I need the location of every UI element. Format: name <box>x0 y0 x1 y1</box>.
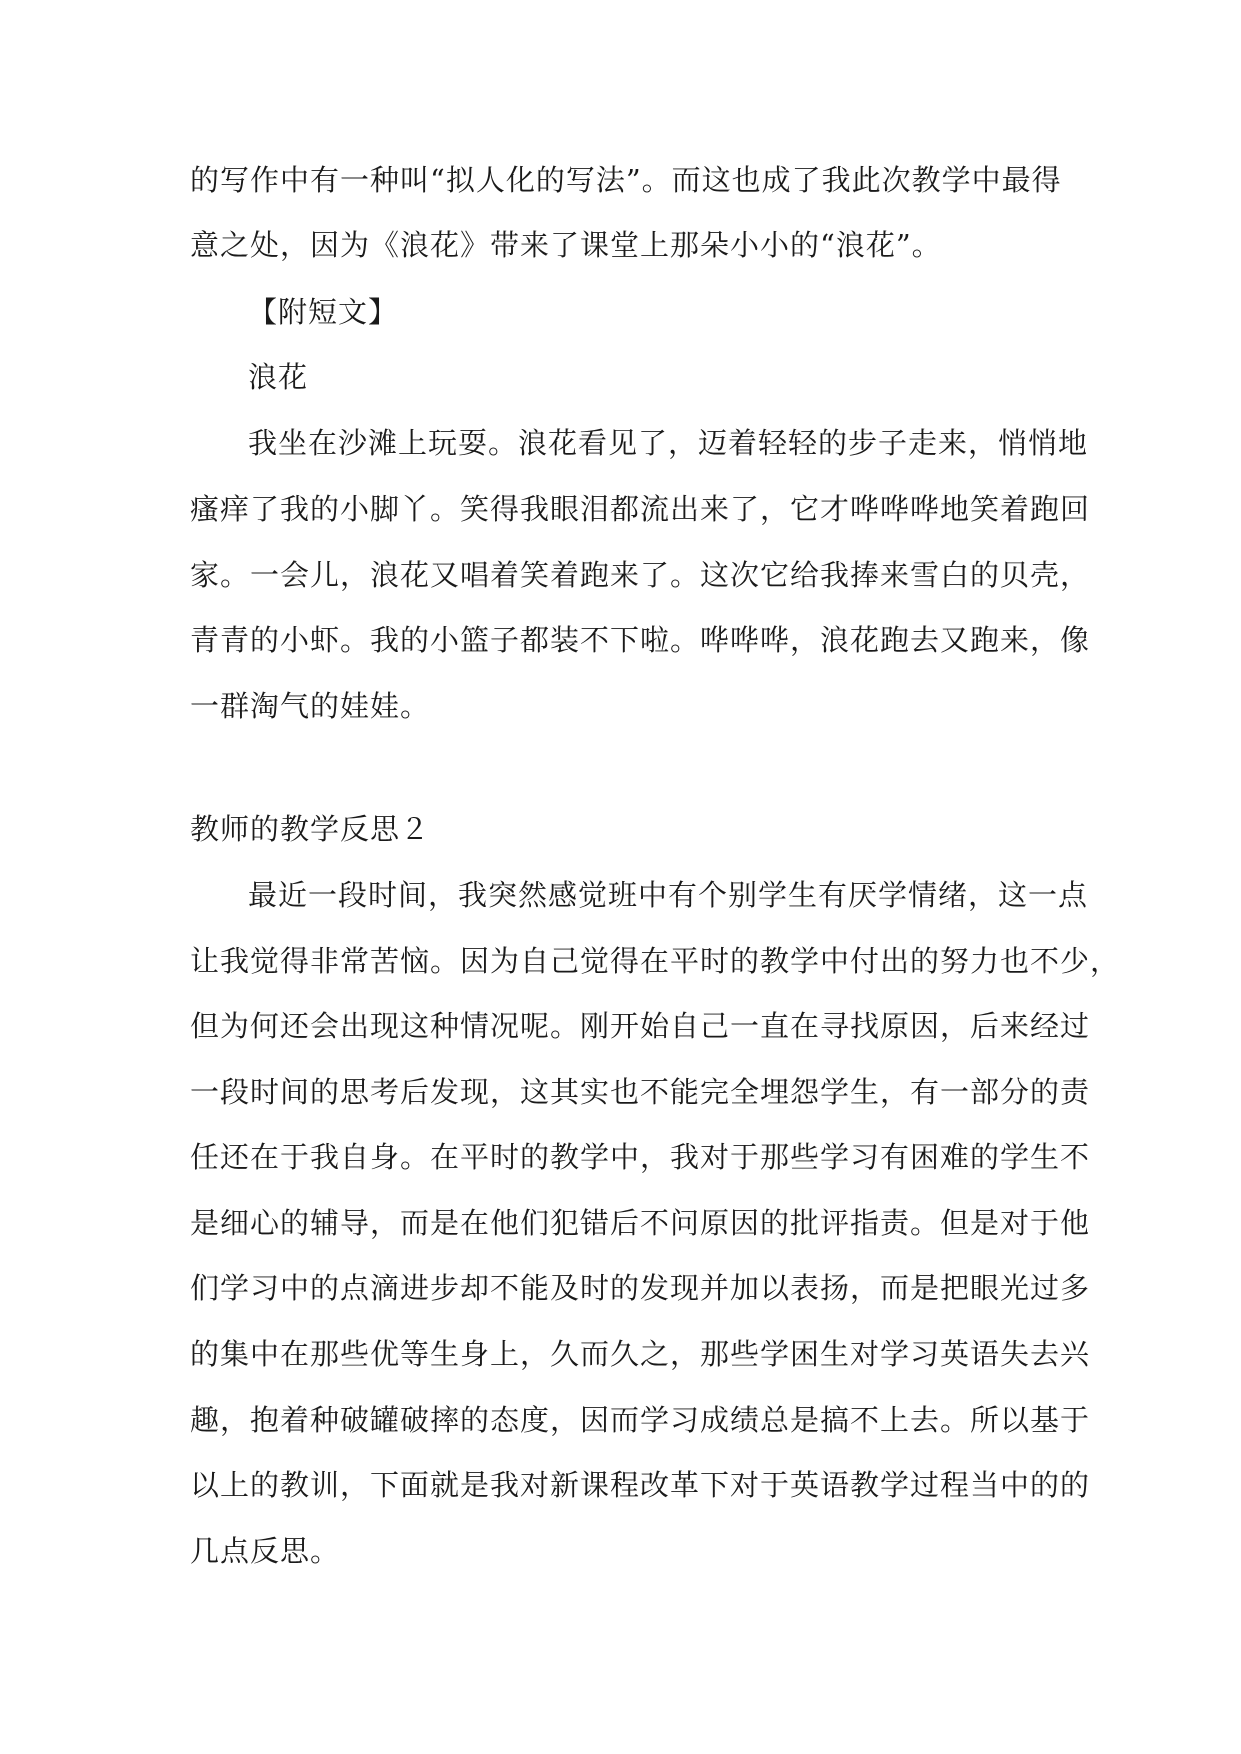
story-line: 家。一会儿，浪花又唱着笑着跑来了。这次它给我捧来雪白的贝壳， <box>190 558 1091 592</box>
section-heading: 教师的教学反思２ <box>190 812 431 846</box>
story-line: 瘙痒了我的小脚丫。笑得我眼泪都流出来了，它才哗哗哗地笑着跑回 <box>190 492 1091 526</box>
paragraph-line: 的集中在那些优等生身上，久而久之，那些学困生对学习英语失去兴 <box>190 1337 1091 1371</box>
story-title: 浪花 <box>248 360 309 394</box>
story-line: 青青的小虾。我的小篮子都装不下啦。哗哗哗，浪花跑去又跑来，像 <box>190 623 1091 657</box>
paragraph-line: 最近一段时间，我突然感觉班中有个别学生有厌学情绪，这一点 <box>248 878 1089 912</box>
appendix-label: 【附短文】 <box>248 295 399 329</box>
paragraph-line: 以上的教训，下面就是我对新课程改革下对于英语教学过程当中的的 <box>190 1468 1091 1502</box>
paragraph-line: 但为何还会出现这种情况呢。刚开始自己一直在寻找原因，后来经过 <box>190 1009 1091 1043</box>
paragraph-line: 的写作中有一种叫“拟人化的写法”。而这也成了我此次教学中最得 <box>190 163 1062 197</box>
paragraph-line: 让我觉得非常苦恼。因为自己觉得在平时的教学中付出的努力也不少， <box>190 944 1121 978</box>
paragraph-line: 们学习中的点滴进步却不能及时的发现并加以表扬，而是把眼光过多 <box>190 1271 1091 1305</box>
story-line: 一群淘气的娃娃。 <box>190 689 431 723</box>
story-line: 我坐在沙滩上玩耍。浪花看见了，迈着轻轻的步子走来，悄悄地 <box>248 426 1089 460</box>
paragraph-line: 是细心的辅导，而是在他们犯错后不问原因的批评指责。但是对于他 <box>190 1206 1091 1240</box>
paragraph-line: 几点反思。 <box>190 1534 341 1568</box>
paragraph-line: 一段时间的思考后发现，这其实也不能完全埋怨学生，有一部分的责 <box>190 1075 1091 1109</box>
paragraph-line: 意之处，因为《浪花》带来了课堂上那朵小小的“浪花”。 <box>190 228 942 262</box>
paragraph-line: 趣，抱着种破罐破摔的态度，因而学习成绩总是搞不上去。所以基于 <box>190 1403 1091 1437</box>
paragraph-line: 任还在于我自身。在平时的教学中，我对于那些学习有困难的学生不 <box>190 1140 1091 1174</box>
